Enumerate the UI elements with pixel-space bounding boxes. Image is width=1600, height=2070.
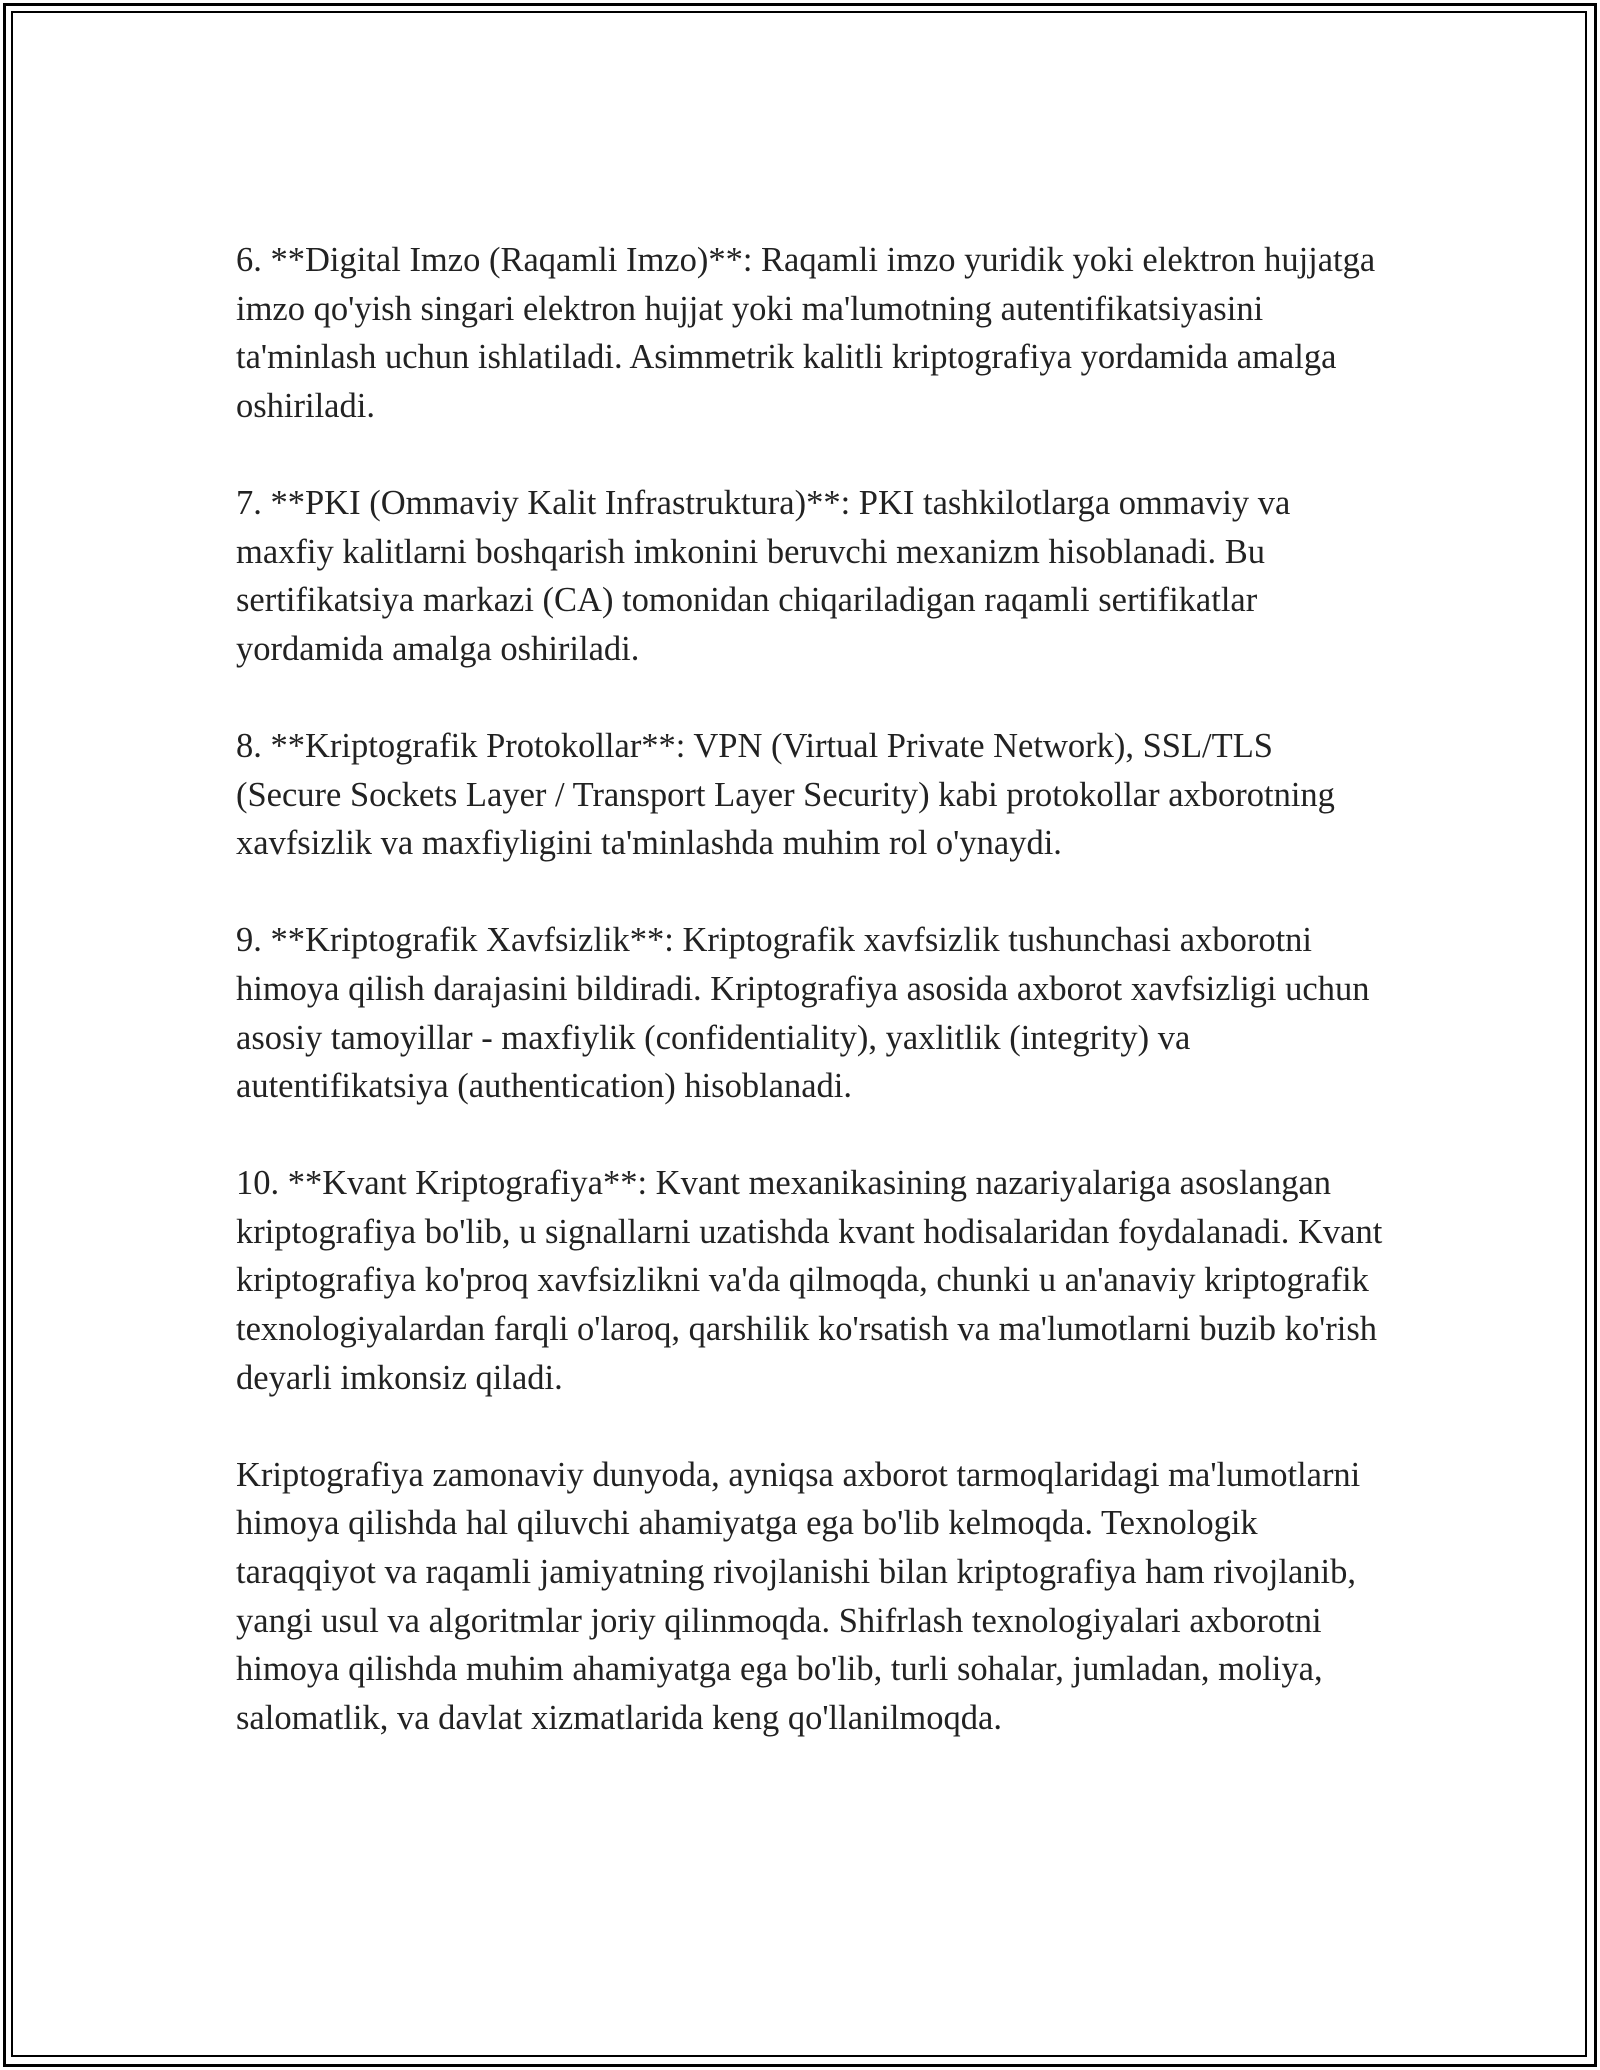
paragraph-pki: 7. **PKI (Ommaviy Kalit Infrastruktura)**: PKI tashkilotlarga ommaviy va maxfiy kalitlarni boshqarish imkonini beruvchi mexanizm hisoblanadi. Bu sertifikatsiya markazi (CA) tomonidan chiqariladigan raqamli sertifikatlar yordamida amalga oshiriladi. (236, 483, 1291, 668)
paragraph-crypto-protocols: 8. **Kriptografik Protokollar**: VPN (Virtual Private Network), SSL/TLS (Secure Sockets Layer / Transport Layer Security) kabi protokollar axborotning xavfsizlik va maxfiyligini ta'minlashda muhim rol o'ynaydi. (236, 726, 1335, 863)
paragraph-digital-signature: 6. **Digital Imzo (Raqamli Imzo)**: Raqamli imzo yuridik yoki elektron hujjatga imzo qo'yish singari elektron hujjat yoki ma'lumotning autentifikatsiyasini ta'minlash uchun ishlatiladi. Asimmetrik kalitli kriptografiya yordamida amalga oshiriladi. (236, 241, 1376, 425)
document-body (236, 236, 1386, 1791)
paragraph-conclusion: Kriptografiya zamonaviy dunyoda, ayniqsa axborot tarmoqlaridagi ma'lumotlarni himoya qilishda hal qiluvchi ahamiyatga ega bo'lib kelmoqda. Texnologik taraqqiyot va raqamli jamiyatning rivojlanishi bilan kriptografiya ham rivojlanib, yangi usul va algoritmlar joriy qilinmoqda. Shifrlash texnologiyalari axborotni himoya qilishda muhim ahamiyatga ega bo'lib, turli sohalar, jumladan, moliya, salomatlik, va davlat xizmatlarida keng qo'llanilmoqda. (236, 1455, 1361, 1737)
paragraph-crypto-security: 9. **Kriptografik Xavfsizlik**: Kriptografik xavfsizlik tushunchasi axborotni himoya qilish darajasini bildiradi. Kriptografiya asosida axborot xavfsizligi uchun asosiy tamoyillar - maxfiylik (confidentiality), yaxlitlik (integrity) va autentifikatsiya (authentication) hisoblanadi. (236, 921, 1370, 1106)
paragraph-quantum-crypto: 10. **Kvant Kriptografiya**: Kvant mexanikasining nazariyalariga asoslangan kriptografiya bo'lib, u signallarni uzatishda kvant hodisalaridan foydalanadi. Kvant kriptografiya ko'proq xavfsizlikni va'da qilmoqda, chunki u an'anaviy kriptografik texnologiyalardan farqli o'laroq, qarshilik ko'rsatish va ma'lumotlarni buzib ko'rish deyarli imkonsiz qiladi. (236, 1164, 1383, 1397)
